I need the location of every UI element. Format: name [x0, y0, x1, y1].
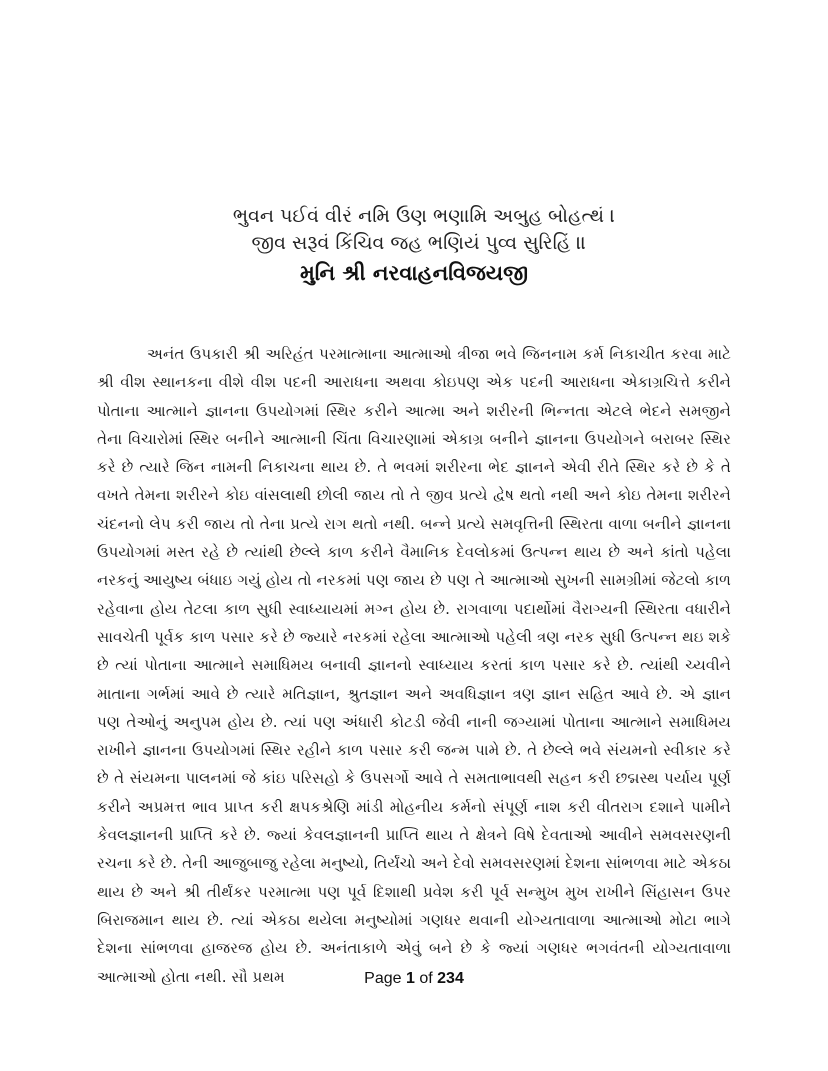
current-page-number: 1 [405, 970, 415, 987]
of-label: of [419, 970, 433, 987]
body-paragraph: અનંત ઉપકારી શ્રી અરિહંત પરમાત્માના આત્માઓ ત્રીજા ભવે જિનનામ કર્મ નિકાચીત કરવા માટે શ્રી વીશ સ્થાનકના વીશે વીશ પદની આરાધના અથવા કોઇપણ એક પદની આરાધના એકાગ્રચિત્તે કરીને પોતાના આત્માને જ્ઞાનના ઉપયોગમાં સ્થિર કરીને આત્મા અને શરીરની ભિન્નતા એટલે ભેદને સમજીને તેના વિચારોમાં સ્થિર બનીને આત્માની ચિંતા વિચારણામાં એકાગ્ર બનીને જ્ઞાનના ઉપયોગને બરાબર સ્થિર કરે છે ત્યારે જિન નામની નિકાચના થાય છે. તે ભવમાં શરીરના ભેદ જ્ઞાનને એવી રીતે સ્થિર કરે છે કે તે વખતે તેમના શરીરને કોઇ વાંસલાથી છોલી જાય તો તે જીવ પ્રત્યે દ્વેષ થતો નથી અને કોઇ તેમના શરીરને ચંદનનો લેપ કરી જાય તો તેના પ્રત્યે રાગ થતો નથી. બન્ને પ્રત્યે સમવૃત્તિની સ્થિરતા વાળા બનીને જ્ઞાનના ઉપયોગમાં મસ્ત રહે છે ત્યાંથી છેલ્લે કાળ કરીને વૈમાનિક દેવલોકમાં ઉત્પન્ન થાય છે અને કાંતો પહેલા નરકનું આયુષ્ય બંધાઇ ગયું હોય તો નરકમાં પણ જાય છે પણ તે આત્માઓ સુખની સામગ્રીમાં જેટલો કાળ રહેવાના હોય તેટલા કાળ સુધી સ્વાધ્યાયમાં મગ્ન હોય છે. રાગવાળા પદાર્થોમાં વૈરાગ્યની સ્થિરતા વધારીને સાવચેતી પૂર્વક કાળ પસાર કરે છે જ્યારે નરકમાં રહેલા આત્માઓ પહેલી ત્રણ નરક સુધી ઉત્પન્ન થઇ શકે છે ત્યાં પોતાના આત્માને સમાધિમય બનાવી જ્ઞાનનો સ્વાધ્યાય કરતાં કાળ પસાર કરે છે. ત્યાંથી ચ્યવીને માતાના ગર્ભમાં આવે છે ત્યારે મતિજ્ઞાન, શ્રુતજ્ઞાન અને અવધિજ્ઞાન ત્રણ જ્ઞાન સહિત આવે છે. એ જ્ઞાન પણ તેઓનું અનુપમ હોય છે. ત્યાં પણ અંધારી કોટડી જેવી નાની જગ્યામાં પોતાના આત્માને સમાધિમય રાખીને જ્ઞાનના ઉપયોગમાં સ્થિર રહીને કાળ પસાર કરી જન્મ પામે છે. તે છેલ્લે ભવે સંયમનો સ્વીકાર કરે છે તે સંયમના પાલનમાં જે કાંઇ પરિસહો કે ઉપસર્ગો આવે તે સમતાભાવથી સહન કરી છદ્મસ્થ પર્યાય પૂર્ણ કરીને અપ્રમત્ત ભાવ પ્રાપ્ત કરી ક્ષપકશ્રેણિ માંડી મોહનીય કર્મનો સંપૂર્ણ નાશ કરી વીતરાગ દશાને પામીને કેવલજ્ઞાનની પ્રાપ્તિ કરે છે. જ્યાં કેવલજ્ઞાનની પ્રાપ્તિ થાય તે ક્ષેત્રને વિષે દેવતાઓ આવીને સમવસરણની રચના કરે છે. તેની આજુબાજુ રહેલા મનુષ્યો, તિર્યંચો અને દેવો સમવસરણમાં દેશના સાંભળવા માટે એકઠા થાય છે અને શ્રી તીર્થંકર પરમાત્મા પણ પૂર્વ દિશાથી પ્રવેશ કરી પૂર્વ સન્મુખ મુખ રાખીને સિંહાસન ઉપર બિરાજમાન થાય છે. ત્યાં એકઠા થયેલા મનુષ્યોમાં ગણધર થવાની યોગ્યતાવાળા આત્માઓ મોટા ભાગે દેશના સાંભળવા હાજરજ હોય છે. અનંતાકાળે એવું બને છે કે જ્યાં ગણધર ભગવંતની યોગ્યતાવાળા આત્માઓ હોતા નથી. સૌ પ્રથમ [97, 345, 731, 986]
page-header [0, 203, 828, 288]
total-pages-number: 234 [437, 970, 464, 987]
verse-line-2: જીવ સરૂવં કિંચિવ જહ ભણિયં પુવ્વ સુરિહિં ॥ [251, 232, 587, 254]
body-text [97, 340, 731, 991]
verse-line-1: ભુવન પઈવં વીરં નમિ ઉણ ભણામિ અબુહ બોહત્થં । [232, 205, 616, 227]
page-label: Page [364, 970, 402, 987]
page-footer [0, 970, 828, 988]
author-name: મુનિ શ્રી નરવાહનવિજયજી [299, 261, 529, 285]
